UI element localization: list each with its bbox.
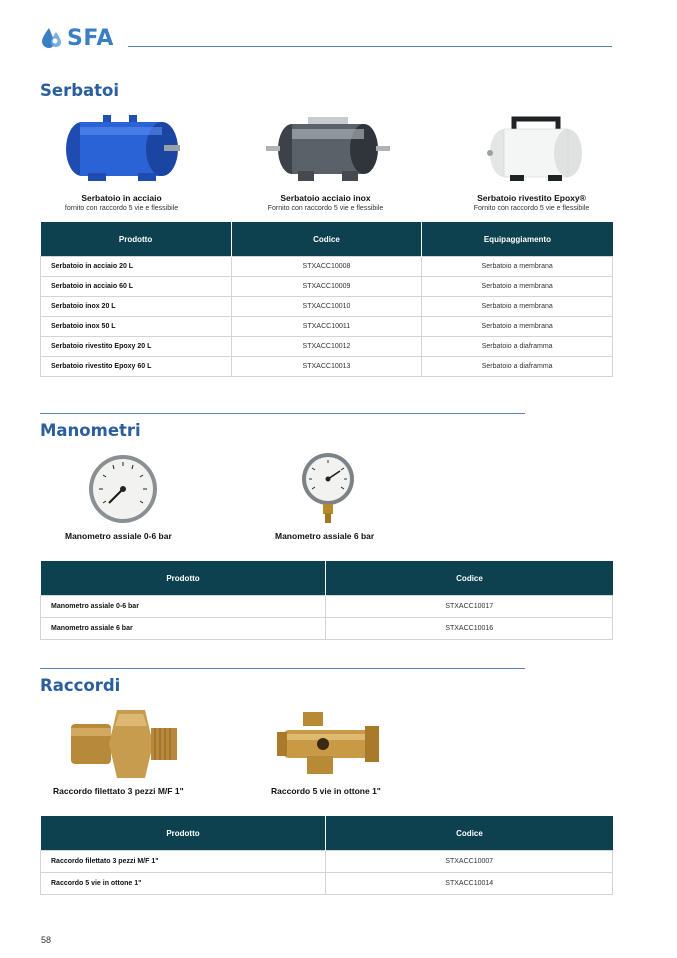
section-title-raccordi: Raccordi xyxy=(40,676,121,695)
cell-codice: STXACC10016 xyxy=(326,618,613,640)
column-header-prodotto: Prodotto xyxy=(41,222,232,257)
cell-prodotto: Raccordo 5 vie in ottone 1" xyxy=(41,873,326,895)
cell-codice: STXACC10014 xyxy=(326,873,613,895)
column-header-codice: Codice xyxy=(326,816,613,851)
product-desc: Fornito con raccordo 5 vie e flessibile xyxy=(473,205,590,212)
section-title-serbatoi: Serbatoi xyxy=(40,81,120,100)
section-divider xyxy=(40,413,525,414)
product-desc: fornito con raccordo 5 vie e flessibile xyxy=(64,205,179,212)
cell-codice: STXACC10013 xyxy=(231,357,422,377)
product-caption-manometro-0-6: Manometro assiale 0-6 bar xyxy=(65,531,172,541)
product-caption-manometro-6: Manometro assiale 6 bar xyxy=(275,531,375,541)
product-desc: Fornito con raccordo 5 vie e flessibile xyxy=(267,205,384,212)
cell-equipaggiamento: Serbatoio a membrana xyxy=(422,297,613,317)
product-caption-serbatoio-inox xyxy=(244,193,407,212)
cell-equipaggiamento: Serbatoio a membrana xyxy=(422,257,613,277)
cell-codice: STXACC10011 xyxy=(231,317,422,337)
cell-codice: STXACC10010 xyxy=(231,297,422,317)
product-caption-serbatoio-epoxy xyxy=(450,193,613,212)
product-name: Serbatoio in acciaio xyxy=(81,193,162,203)
table-row xyxy=(41,357,613,377)
column-header-codice: Codice xyxy=(326,561,613,596)
product-image-serbatoio-epoxy xyxy=(466,110,606,185)
product-image-raccordo-3-pezzi xyxy=(60,705,185,783)
product-image-serbatoio-inox xyxy=(258,110,398,185)
cell-prodotto: Serbatoio rivestito Epoxy 60 L xyxy=(41,357,232,377)
product-image-serbatoio-acciaio xyxy=(52,110,192,185)
section-divider xyxy=(40,668,525,669)
header-divider xyxy=(128,46,612,47)
table-row xyxy=(41,596,613,618)
column-header-equipaggiamento: Equipaggiamento xyxy=(422,222,613,257)
product-name: Serbatoio rivestito Epoxy® xyxy=(477,193,586,203)
water-drop-logo-icon xyxy=(40,26,64,50)
cell-prodotto: Manometro assiale 0-6 bar xyxy=(41,596,326,618)
table-row xyxy=(41,618,613,640)
column-header-codice: Codice xyxy=(231,222,422,257)
cell-prodotto: Serbatoio rivestito Epoxy 20 L xyxy=(41,337,232,357)
table-header-row xyxy=(41,561,613,596)
page-number: 58 xyxy=(41,935,52,945)
serbatoi-table xyxy=(40,222,613,377)
manometri-table xyxy=(40,561,613,640)
cell-equipaggiamento: Serbatoio a membrana xyxy=(422,317,613,337)
table-row xyxy=(41,297,613,317)
table-header-row xyxy=(41,222,613,257)
table-row xyxy=(41,873,613,895)
cell-prodotto: Raccordo filettato 3 pezzi M/F 1" xyxy=(41,851,326,873)
column-header-prodotto: Prodotto xyxy=(41,561,326,596)
table-row xyxy=(41,337,613,357)
product-name: Serbatoio acciaio inox xyxy=(280,193,371,203)
cell-codice: STXACC10017 xyxy=(326,596,613,618)
product-caption-raccordo-5-vie: Raccordo 5 vie in ottone 1" xyxy=(271,786,381,796)
product-caption-serbatoio-acciaio xyxy=(40,193,203,212)
raccordi-table xyxy=(40,816,613,895)
cell-codice: STXACC10009 xyxy=(231,277,422,297)
cell-equipaggiamento: Serbatoio a diaframma xyxy=(422,337,613,357)
cell-prodotto: Manometro assiale 6 bar xyxy=(41,618,326,640)
table-header-row xyxy=(41,816,613,851)
product-image-manometro-0-6 xyxy=(78,450,168,528)
section-title-manometri: Manometri xyxy=(40,421,141,440)
product-caption-raccordo-3-pezzi: Raccordo filettato 3 pezzi M/F 1" xyxy=(53,786,184,796)
cell-prodotto: Serbatoio in acciaio 60 L xyxy=(41,277,232,297)
cell-codice: STXACC10007 xyxy=(326,851,613,873)
table-row xyxy=(41,277,613,297)
column-header-prodotto: Prodotto xyxy=(41,816,326,851)
table-row xyxy=(41,257,613,277)
cell-codice: STXACC10012 xyxy=(231,337,422,357)
product-image-raccordo-5-vie xyxy=(270,705,390,783)
cell-prodotto: Serbatoio inox 50 L xyxy=(41,317,232,337)
cell-equipaggiamento: Serbatoio a membrana xyxy=(422,277,613,297)
table-row xyxy=(41,317,613,337)
cell-equipaggiamento: Serbatoio a diaframma xyxy=(422,357,613,377)
product-image-manometro-6 xyxy=(288,450,368,526)
sfa-logo xyxy=(40,25,114,51)
cell-prodotto: Serbatoio inox 20 L xyxy=(41,297,232,317)
table-row xyxy=(41,851,613,873)
logo-text: SFA xyxy=(67,25,114,51)
cell-codice: STXACC10008 xyxy=(231,257,422,277)
cell-prodotto: Serbatoio in acciaio 20 L xyxy=(41,257,232,277)
